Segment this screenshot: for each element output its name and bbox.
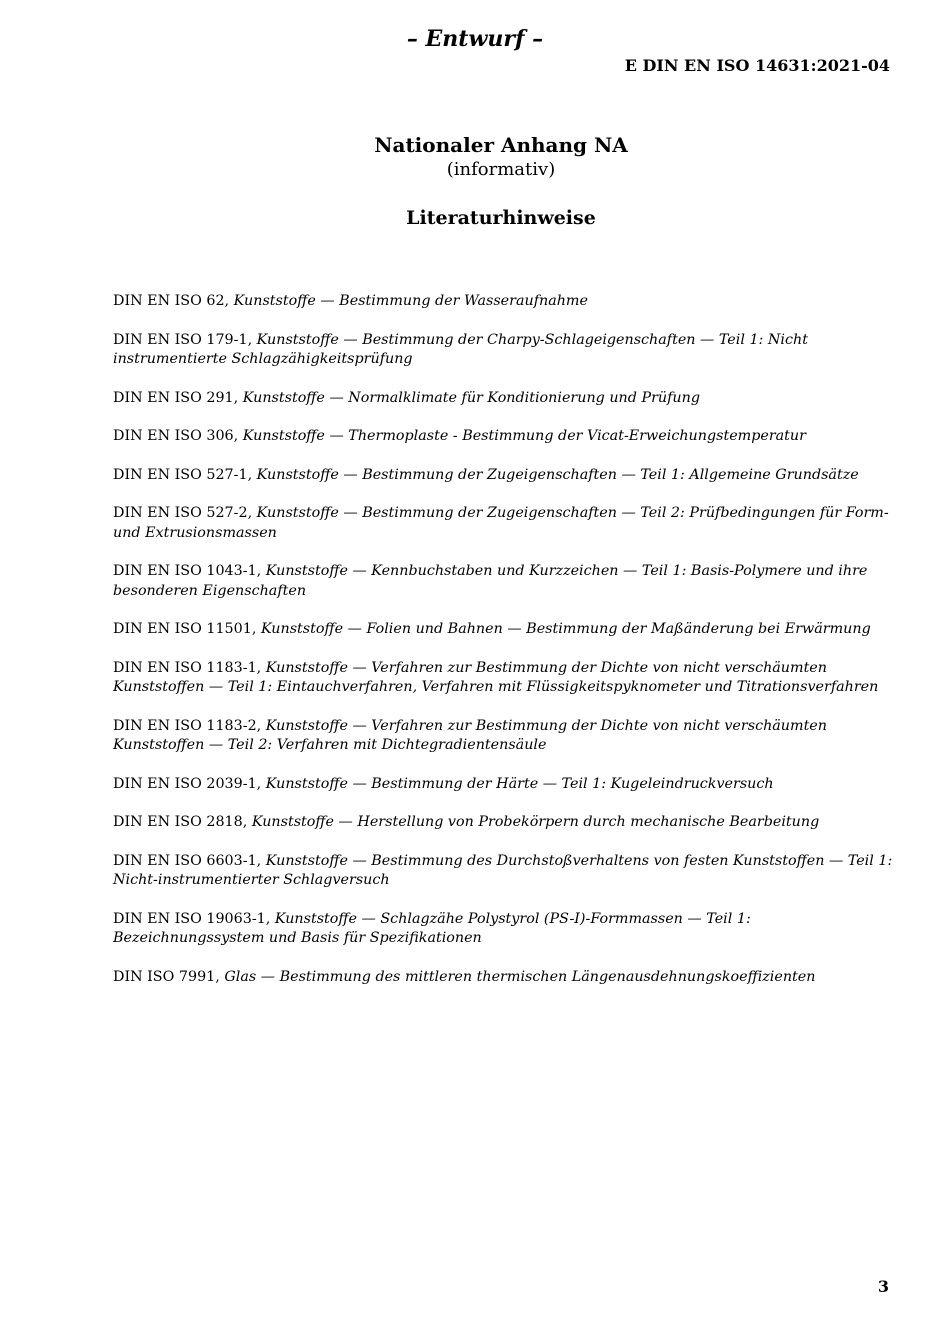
reference-code: DIN EN ISO 19063-1, — [113, 910, 275, 927]
reference-title: Kunststoffe — Bestimmung der Zugeigenschaften — Teil 2: Prüfbedingungen für Form- und Extrusionsmassen — [113, 505, 889, 541]
reference-item — [113, 620, 893, 640]
reference-item — [113, 504, 893, 543]
reference-list — [113, 292, 893, 1006]
reference-title: Kunststoffe — Thermoplaste - Bestimmung der Vicat-Erweichungstemperatur — [242, 428, 806, 444]
annex-subtitle: (informativ) — [446, 159, 556, 180]
reference-code: DIN EN ISO 6603-1, — [113, 852, 266, 869]
reference-item — [113, 389, 893, 409]
reference-code: DIN EN ISO 62, — [113, 293, 234, 309]
reference-item — [113, 659, 893, 698]
reference-title: Kunststoffe — Bestimmung des Durchstoßverhaltens von festen Kunststoffen — Teil 1: Nicht-instrumentierter Schlagversuch — [113, 852, 893, 888]
reference-title: Kunststoffe — Folien und Bahnen — Bestimmung der Maßänderung bei Erwärmung — [260, 621, 871, 637]
reference-title: Kunststoffe — Schlagzähe Polystyrol (PS-I)-Formmassen — Teil 1: Bezeichnungssystem und Basis für Spezifikationen — [113, 910, 751, 946]
reference-title: Kunststoffe — Normalklimate für Konditionierung und Prüfung — [242, 389, 700, 406]
reference-item — [113, 968, 893, 988]
reference-title: Kunststoffe — Bestimmung der Zugeigenschaften — Teil 1: Allgemeine Grundsätze — [256, 466, 859, 483]
reference-code: DIN EN ISO 1183-2, — [113, 717, 266, 734]
draft-label: – Entwurf – — [406, 26, 544, 52]
reference-title: Kunststoffe — Kennbuchstaben und Kurzzeichen — Teil 1: Basis-Polymere und ihre besonderen Eigenschaften — [113, 563, 868, 599]
reference-title: Kunststoffe — Bestimmung der Charpy-Schlageigenschaften — Teil 1: Nicht instrumentierte Schlagzähigkeitsprüfung — [113, 331, 808, 367]
document-id: E DIN EN ISO 14631:2021-04 — [624, 56, 890, 75]
reference-code: DIN EN ISO 1183-1, — [113, 659, 266, 676]
reference-code: DIN EN ISO 527-2, — [113, 505, 257, 521]
reference-item — [113, 775, 893, 795]
reference-code: DIN EN ISO 291, — [113, 389, 243, 406]
reference-code: DIN EN ISO 2818, — [113, 814, 252, 830]
reference-code: DIN EN ISO 527-1, — [113, 466, 257, 483]
reference-code: DIN EN ISO 306, — [113, 428, 243, 444]
reference-item — [113, 466, 893, 486]
annex-title: Nationaler Anhang NA — [374, 133, 628, 157]
reference-item — [113, 910, 893, 949]
reference-title: Kunststoffe — Verfahren zur Bestimmung der Dichte von nicht verschäumten Kunststoffen — Teil 2: Verfahren mit Dichtegradientensäule — [113, 717, 827, 753]
reference-title: Kunststoffe — Herstellung von Probekörpern durch mechanische Bearbeitung — [251, 814, 820, 830]
reference-item — [113, 813, 893, 833]
reference-item — [113, 331, 893, 370]
page-number: 3 — [877, 1277, 889, 1296]
reference-code: DIN ISO 7991, — [113, 968, 225, 985]
reference-title: Kunststoffe — Bestimmung der Härte — Teil 1: Kugeleindruckversuch — [265, 775, 774, 792]
reference-code: DIN EN ISO 1043-1, — [113, 563, 266, 579]
reference-item — [113, 427, 893, 447]
reference-title: Kunststoffe — Bestimmung der Wasseraufnahme — [233, 293, 588, 309]
reference-code: DIN EN ISO 11501, — [113, 621, 261, 637]
section-title: Literaturhinweise — [406, 207, 596, 229]
reference-item — [113, 852, 893, 891]
reference-item — [113, 717, 893, 756]
reference-code: DIN EN ISO 2039-1, — [113, 775, 266, 792]
reference-item — [113, 562, 893, 601]
reference-code: DIN EN ISO 179-1, — [113, 331, 257, 348]
reference-title: Kunststoffe — Verfahren zur Bestimmung der Dichte von nicht verschäumten Kunststoffen — Teil 1: Eintauchverfahren, Verfahren mit Flüssigkeitspyknometer und Titrationsverfahren — [113, 659, 879, 695]
reference-item — [113, 292, 893, 312]
reference-title: Glas — Bestimmung des mittleren thermischen Längenausdehnungskoeffizienten — [224, 968, 816, 985]
